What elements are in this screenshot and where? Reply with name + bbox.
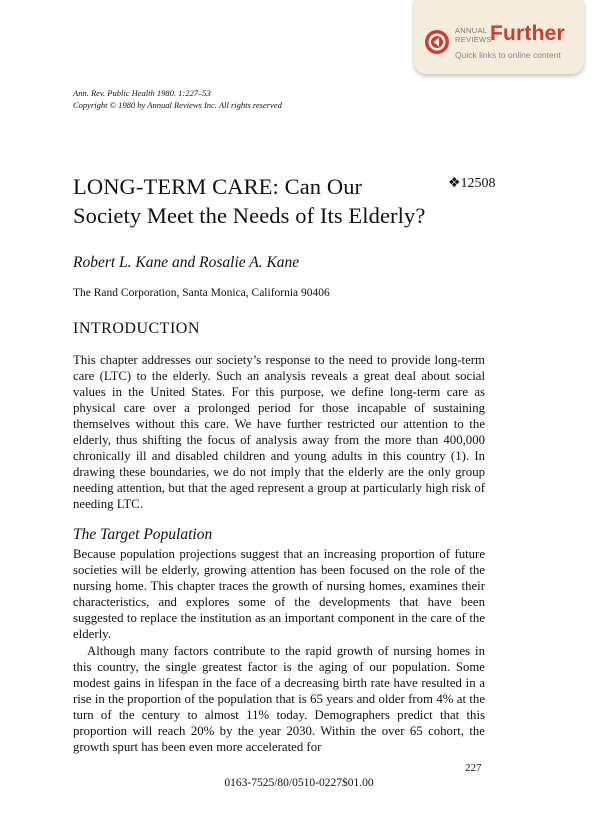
introduction-paragraph: This chapter addresses our society’s response to the need to provide long-term care (LTC) to the elderly. Such an analysis reveals a great deal about social values in the United States. For this purpose, we define long-term care as physical care over a prolonged period for those incapable of sustaining themselves without this care. We have further restricted our attention to the elderly, thus shifting the focus of analysis away from the more than 400,000 chronically ill and disabled children and young adults in this country (1). In drawing these boundaries, we do not imply that the elderly are the only group needing attention, but that the aged represent a group at particularly high risk of needing LTC. [73, 353, 485, 512]
annual-reviews-wordmark [455, 27, 492, 44]
target-population-paragraph-2: Although many factors contribute to the rapid growth of nursing homes in this country, the single greatest factor is the aging of our population. Some modest gains in lifespan in the face of a decreasing birth rate have resulted in a rise in the proportion of the population that is 65 years and older from 4% at the turn of the century to almost 11% today. Demographers predict that this proportion will reach 20% by the year 2030. Within the over 65 cohort, the growth spurt has been even more accelerated for [73, 644, 485, 755]
target-population-paragraph-1: Because population projections suggest that an increasing proportion of future societies will be elderly, growing attention has been focused on the role of the nursing home. This chapter traces the growth of nursing homes, examines their characteristics, and explores some of the developments that have been suggested to replace the institution as an important component in the care of the elderly. [73, 547, 485, 642]
copyright-line: Copyright © 1980 by Annual Reviews Inc. All rights reserved [73, 100, 282, 110]
affiliation: The Rand Corporation, Santa Monica, California 90406 [73, 287, 330, 299]
annual-label: ANNUAL [455, 26, 488, 35]
title-line-1: LONG-TERM CARE: Can Our [73, 174, 363, 199]
target-population-heading: The Target Population [73, 526, 213, 543]
citation-line: Ann. Rev. Public Health 1980. 1:227–53 [73, 88, 211, 98]
title-line-2: Society Meet the Needs of Its Elderly? [73, 203, 426, 228]
article-title [73, 172, 493, 230]
reviews-label: REVIEWS [455, 34, 492, 44]
further-label: Further [490, 22, 565, 45]
authors: Robert L. Kane and Rosalie A. Kane [73, 254, 300, 271]
annual-reviews-logo-icon [424, 29, 450, 55]
document-id: ❖12508 [448, 176, 496, 191]
further-badge[interactable] [414, 0, 584, 74]
introduction-heading: INTRODUCTION [73, 320, 200, 337]
page-number: 227 [465, 762, 482, 774]
article-code: 0163-7525/80/0510-0227$01.00 [224, 777, 374, 789]
journal-citation [73, 87, 282, 111]
quick-links-tagline: Quick links to online content [455, 50, 561, 60]
